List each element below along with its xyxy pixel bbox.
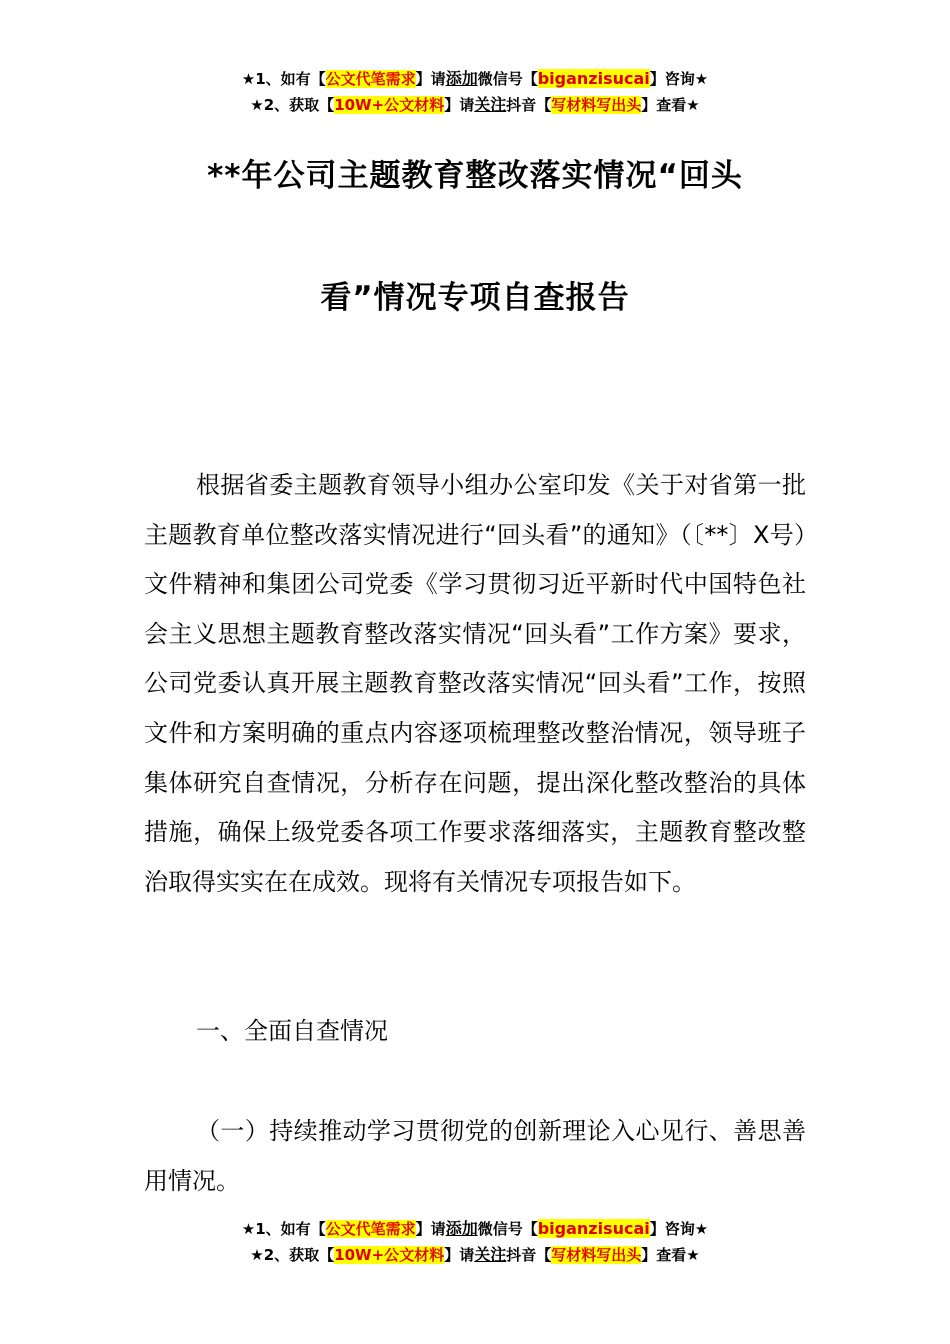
highlight-service: 公文代笔需求 <box>325 70 416 88</box>
emphasis-follow: 关注 <box>474 95 507 114</box>
intro-paragraph: 根据省委主题教育领导小组办公室印发《关于对省第一批主题教育单位整改落实情况进行“回头看”的通知》（〔**〕X号）文件精神和集团公司党委《学习贯彻习近平新时代中国特色社会主义思想主题教育整改落实情况“回头看”工作方案》要求，公司党委认真开展主题教育整改落实情况“回头看”工作，按照文件和方案明确的重点内容逐项梳理整改整治情况，领导班子集体研究自查情况，分析存在问题，提出深化整改整治的具体措施，确保上级党委各项工作要求落细落实，主题教育整改整治取得实实在在成效。现将有关情况专项报告如下。 <box>144 471 806 896</box>
highlight-wechat-id: biganzisucai <box>537 69 650 88</box>
ad-line-1: ★1、如有【公文代笔需求】请添加微信号【biganzisucai】咨询★ <box>241 1219 709 1238</box>
highlight-wechat-id: biganzisucai <box>537 1219 650 1238</box>
emphasis-add: 添加 <box>445 69 478 88</box>
highlight-douyin: 写材料写出头 <box>551 96 642 114</box>
highlight-materials: 10W+公文材料 <box>334 1246 445 1264</box>
highlight-service: 公文代笔需求 <box>325 1220 416 1238</box>
emphasis-add: 添加 <box>445 1219 478 1238</box>
ad-line-2: ★2、获取【10W+公文材料】请关注抖音【写材料写出头】查看★ <box>250 1245 700 1264</box>
document-title-line-1: **年公司主题教育整改落实情况“回头 <box>207 158 743 194</box>
highlight-materials: 10W+公文材料 <box>334 96 445 114</box>
document-title-line-2: 看”情况专项自查报告 <box>320 280 630 316</box>
ad-line-1: ★1、如有【公文代笔需求】请添加微信号【biganzisucai】咨询★ <box>241 69 709 88</box>
emphasis-follow: 关注 <box>474 1245 507 1264</box>
section-heading-1: 一、全面自查情况 <box>196 1017 388 1045</box>
ad-line-2: ★2、获取【10W+公文材料】请关注抖音【写材料写出头】查看★ <box>250 95 700 114</box>
ad-banner-top <box>0 66 950 118</box>
ad-banner-bottom <box>0 1216 950 1268</box>
highlight-douyin: 写材料写出头 <box>551 1246 642 1264</box>
subsection-paragraph-1: （一）持续推动学习贯彻党的创新理论入心见行、善思善用情况。 <box>144 1117 806 1195</box>
